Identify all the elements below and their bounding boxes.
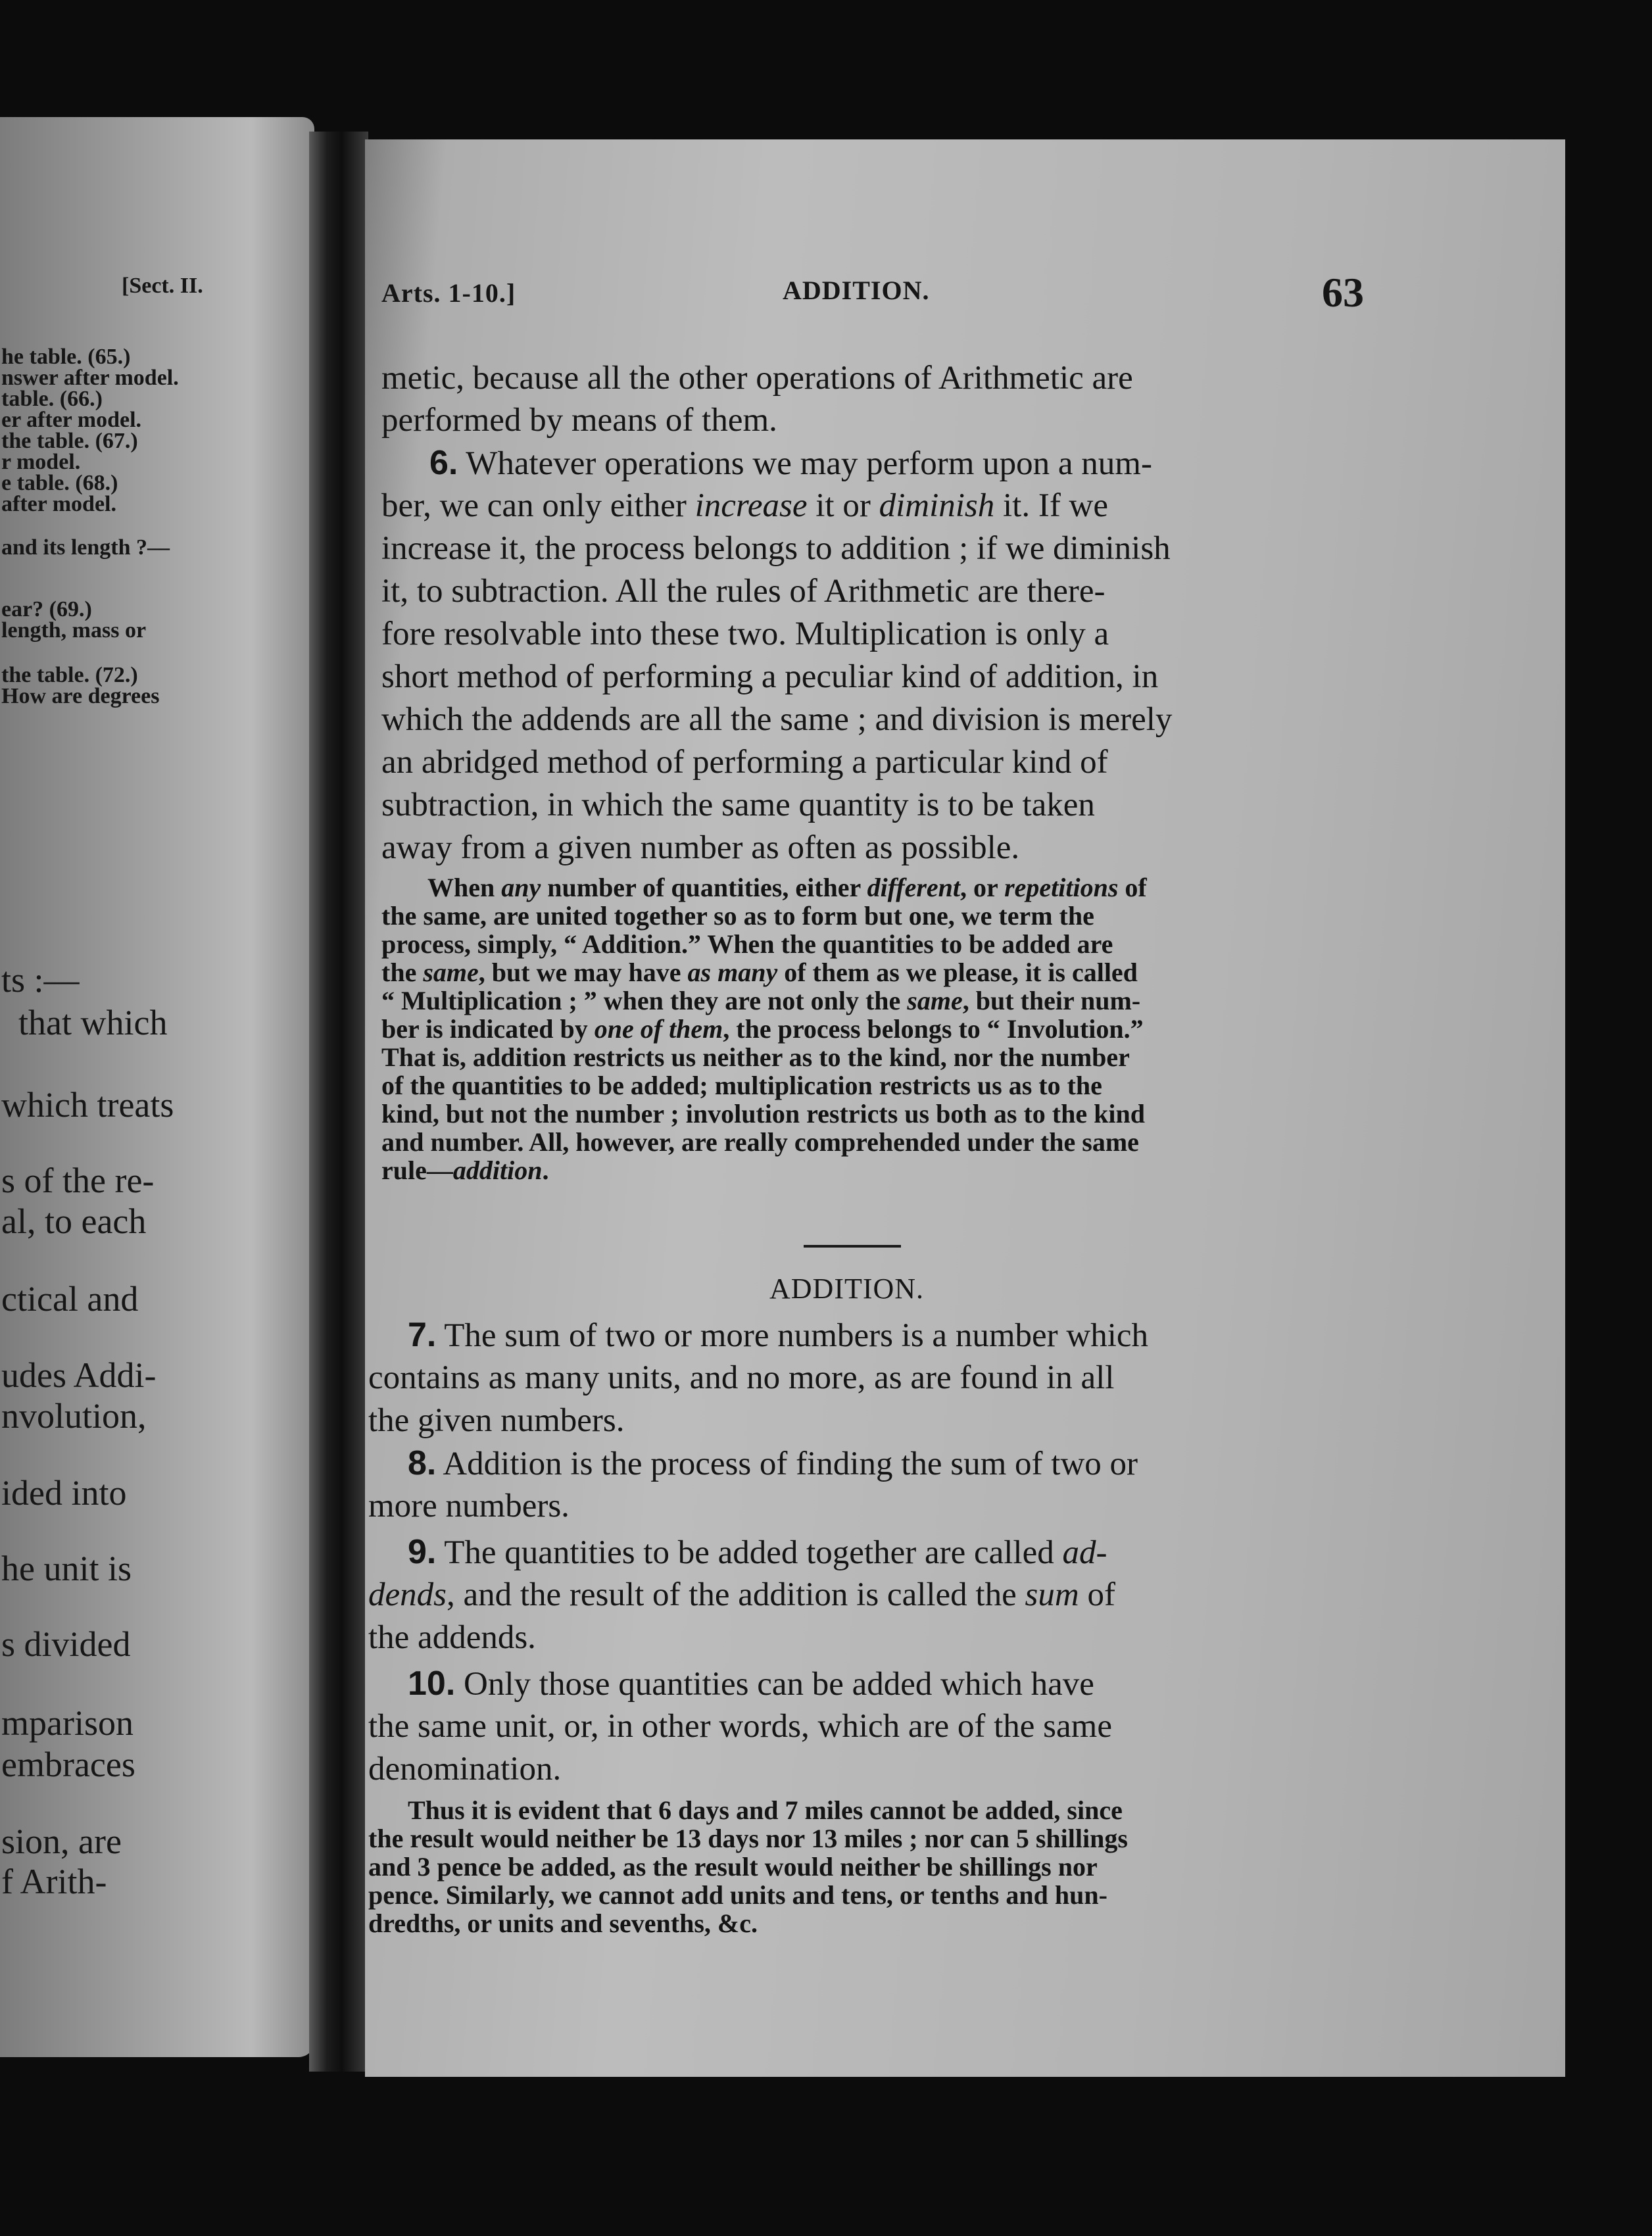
right-page [365, 139, 1565, 2077]
book-spine [309, 132, 368, 2072]
note-line: the same, but we may have as many of them as we please, it is called [381, 958, 1138, 987]
article-8: 8. Addition is the process of finding the sum of two or [408, 1444, 1138, 1482]
body-line: dends, and the result of the addition is called the sum of [368, 1576, 1115, 1613]
note-line: kind, but not the number ; involution restricts us both as to the kind [381, 1099, 1145, 1129]
article-number: 8. [408, 1444, 437, 1482]
note-line: When any number of quantities, either different, or repetitions of [427, 873, 1147, 902]
article-10: 10. Only those quantities can be added which have [408, 1665, 1094, 1703]
body-line: an abridged method of performing a particular kind of [381, 744, 1108, 781]
left-line: sion, are [1, 1822, 122, 1861]
left-line: ided into [1, 1473, 127, 1513]
left-page-header: [Sect. II. [122, 274, 203, 298]
body-line: denomination. [368, 1751, 562, 1787]
note-line: “ Multiplication ; ” when they are not only the same, but their num- [381, 986, 1141, 1015]
running-header-articles: Arts. 1-10.] [381, 278, 516, 308]
body-line: performed by means of them. [381, 402, 777, 439]
body-line: the given numbers. [368, 1402, 625, 1439]
left-line: which treats [1, 1085, 174, 1125]
article-9: 9. The quantities to be added together are called ad- [408, 1533, 1107, 1571]
body-line: short method of performing a peculiar kind of addition, in [381, 658, 1159, 695]
body-line: which the addends are all the same ; and division is merely [381, 701, 1173, 738]
left-line: table. (66.) [1, 387, 103, 411]
note-line: rule—addition. [381, 1155, 549, 1185]
note-line: pence. Similarly, we cannot add units and tens, or tenths and hun- [368, 1880, 1107, 1910]
section-title: ADDITION. [769, 1273, 925, 1305]
article-6: 6. Whatever operations we may perform upon a num- [429, 444, 1152, 482]
body-line: subtraction, in which the same quantity is to be taken [381, 787, 1095, 823]
left-line: the table. (72.) [1, 663, 138, 687]
page-number: 63 [1322, 269, 1364, 316]
note-line: and number. All, however, are really comprehended under the same [381, 1127, 1139, 1157]
note-line: process, simply, “ Addition.” When the quantities to be added are [381, 929, 1113, 959]
left-line: al, to each [1, 1202, 147, 1241]
left-line: r model. [1, 450, 81, 474]
article-number: 6. [429, 444, 458, 482]
left-facing-page [0, 117, 314, 2057]
body-line: ber, we can only either increase it or diminish it. If we [381, 487, 1109, 524]
note-line: the same, are united together so as to form but one, we term the [381, 901, 1094, 931]
left-line: embraces [1, 1745, 135, 1784]
article-number: 9. [408, 1533, 437, 1571]
left-line: ctical and [1, 1279, 139, 1319]
body-line: contains as many units, and no more, as are found in all [368, 1359, 1115, 1396]
article-number: 10. [408, 1665, 456, 1703]
article-number: 7. [408, 1316, 437, 1354]
left-line: nvolution, [1, 1396, 147, 1436]
running-header-title: ADDITION. [783, 276, 930, 305]
body-line: away from a given number as often as possible. [381, 829, 1020, 866]
note-line: That is, addition restricts us neither as to the kind, nor the number [381, 1042, 1130, 1072]
left-line: e table. (68.) [1, 471, 118, 495]
section-divider [804, 1245, 901, 1248]
note-line: the result would neither be 13 days nor 13 miles ; nor can 5 shillings [368, 1824, 1128, 1853]
left-line: nswer after model. [1, 366, 179, 390]
left-line: er after model. [1, 408, 142, 432]
left-line: he unit is [1, 1549, 132, 1588]
body-line: fore resolvable into these two. Multiplication is only a [381, 616, 1109, 652]
note-line: of the quantities to be added; multiplication restricts us as to the [381, 1071, 1102, 1100]
left-line: and its length ?— [1, 535, 170, 560]
left-line: the table. (67.) [1, 429, 138, 453]
body-line: more numbers. [368, 1488, 570, 1524]
body-line: increase it, the process belongs to addition ; if we diminish [381, 530, 1171, 567]
note-line: ber is indicated by one of them, the process belongs to “ Involution.” [381, 1014, 1144, 1044]
left-line: ear? (69.) [1, 597, 92, 621]
note-line: dredths, or units and sevenths, &c. [368, 1908, 758, 1938]
left-line: s of the re- [1, 1161, 155, 1200]
body-line: the same unit, or, in other words, which are of the same [368, 1708, 1112, 1745]
body-line: the addends. [368, 1619, 536, 1656]
article-7: 7. The sum of two or more numbers is a number which [408, 1316, 1148, 1354]
body-line: metic, because all the other operations of Arithmetic are [381, 360, 1133, 397]
note-line: Thus it is evident that 6 days and 7 miles cannot be added, since [408, 1795, 1123, 1825]
left-line: mparison [1, 1703, 134, 1743]
left-line: How are degrees [1, 684, 160, 708]
body-line: it, to subtraction. All the rules of Arithmetic are there- [381, 573, 1105, 610]
left-line: length, mass or [1, 618, 147, 643]
left-line: after model. [1, 492, 116, 516]
left-line: he table. (65.) [1, 345, 131, 369]
left-line: s divided [1, 1624, 131, 1664]
left-line: udes Addi- [1, 1355, 157, 1395]
note-line: and 3 pence be added, as the result would neither be shillings nor [368, 1852, 1098, 1882]
left-line: that which [18, 1003, 168, 1042]
left-line: f Arith- [1, 1862, 107, 1901]
left-line: ts :— [1, 960, 80, 1000]
